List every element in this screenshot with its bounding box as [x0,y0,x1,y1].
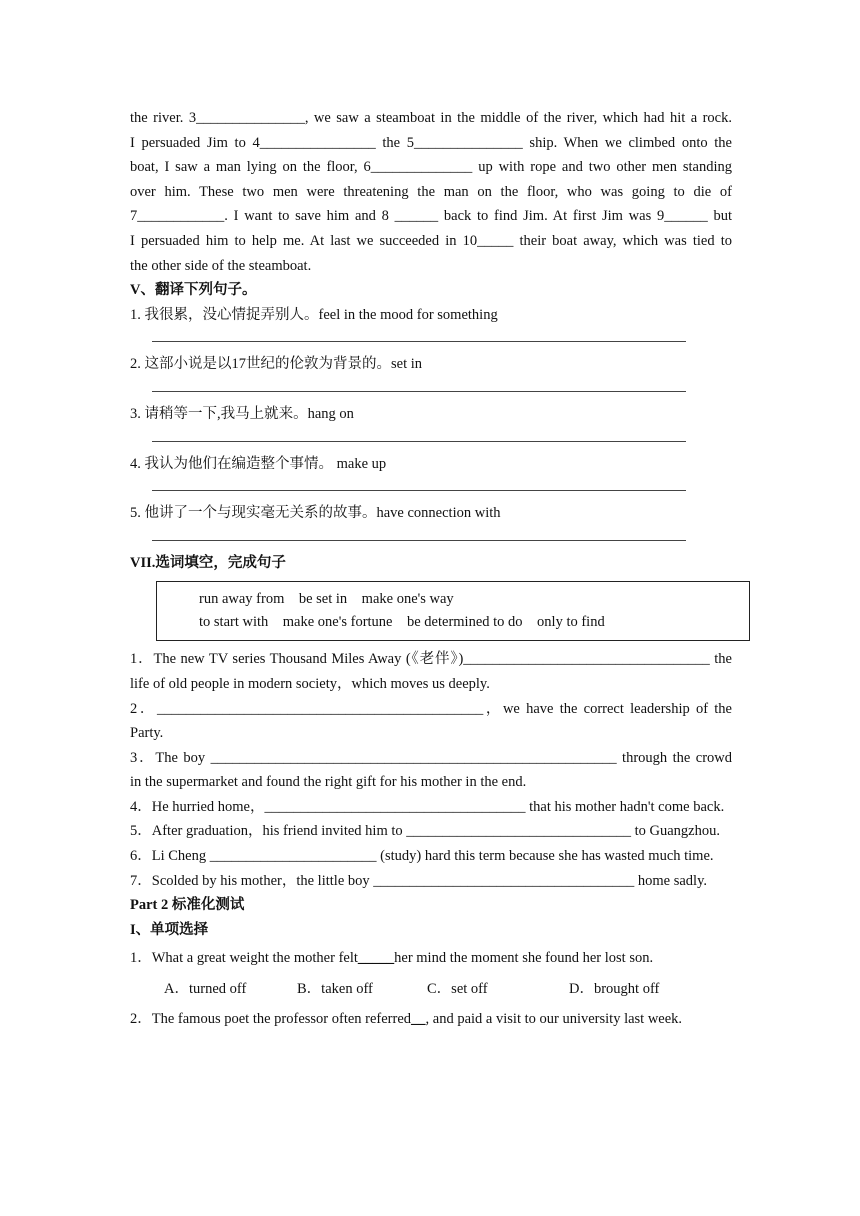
fill-item: 5．After graduation，his friend invited him to _______________________________ to Guangzhou. [130,823,720,840]
translation-list [130,303,732,541]
mc-question-2 [130,1007,732,1032]
passage-line: 7____________. I want to save him and 8 ______ back to find Jim. At first Jim was 9______ but [130,208,732,225]
question-text: , and paid a visit to our university last week. [425,1011,683,1028]
section-v-heading: V、翻译下列句子。 [130,282,257,299]
answer-line[interactable] [152,327,686,342]
option-c[interactable]: C．set off [427,981,488,998]
translation-prompt: 3. 请稍等一下,我马上就来。hang on [130,405,354,422]
passage-line: the other side of the steamboat. [130,257,312,274]
answer-line[interactable] [152,427,686,442]
fill-item: 6．Li Cheng _______________________ (study) hard this term because she has wasted much time. [130,848,714,865]
question-blank: _____ [357,950,395,967]
fill-in-list [130,647,732,893]
translation-prompt: 2. 这部小说是以17世纪的伦敦为背景的。set in [130,356,423,373]
option-a[interactable]: A．turned off [164,981,247,998]
passage-line: the river. 3_______________, we saw a steamboat in the middle of the river, which had hit a rock. [130,110,732,126]
translation-prompt: 5. 他讲了一个与现实毫无关系的故事。have connection with [130,505,501,522]
worksheet-page [130,106,732,1032]
translation-item [130,303,732,343]
passage-line: I persuaded him to help me. At last we succeeded in 10_____ their boat away, which was tied to [130,232,732,249]
translation-prompt: 1. 我很累，没心情捉弄别人。feel in the mood for something [130,306,498,323]
option-b[interactable]: B．taken off [297,981,373,998]
translation-item [130,402,732,442]
question-text: 2．The famous poet the professor often referred [130,1011,412,1028]
word-bank-box [156,581,750,641]
answer-line[interactable] [152,377,686,392]
fill-item: 1．The new TV series Thousand Miles Away (《老伴》)__________________________________ the life of old people in modern society，which moves us deeply. [130,651,732,692]
answer-line[interactable] [152,526,686,541]
answer-line[interactable] [152,476,686,491]
translation-prompt: 4. 我认为他们在编造整个事情。 make up [130,455,387,472]
section-vii-heading: VII.选词填空，完成句子 [130,554,286,571]
translation-item [130,352,732,392]
question-blank: __ [411,1011,426,1028]
passage-line: I persuaded Jim to 4________________ the 5_______________ ship. When we climbed onto the [130,134,732,151]
fill-item: 4．He hurried home，____________________________________ that his mother hadn't come back. [130,798,725,815]
passage-line: over him. These two men were threatening the man on the floor, who was going to die of [130,183,732,200]
passage-line: boat, I saw a man lying on the floor, 6______________ up with rope and two other men standing [130,159,732,176]
question-text: her mind the moment she found her lost son. [394,950,654,967]
option-d[interactable]: D．brought off [569,981,660,998]
mc-question-1 [130,946,732,971]
mc-options [164,977,732,1001]
fill-item: 7．Scolded by his mother，the little boy ____________________________________ home sadly. [130,872,708,889]
cloze-passage [130,106,732,278]
fill-item: 2．_____________________________________________，we have the correct leadership of the Party. [130,700,732,742]
word-bank-line: to start with make one's fortune be determined to do only to find [199,614,605,631]
question-text: 1．What a great weight the mother felt [130,950,358,967]
fill-item: 3．The boy ________________________________________________________ through the crowd in the supermarket and found the right gift for his mother in the end. [130,749,732,791]
translation-item [130,501,732,541]
translation-item [130,452,732,492]
part2-subheading: I、单项选择 [130,921,209,938]
part2-heading: Part 2 标准化测试 [130,897,245,914]
word-bank-line: run away from be set in make one's way [199,591,454,608]
